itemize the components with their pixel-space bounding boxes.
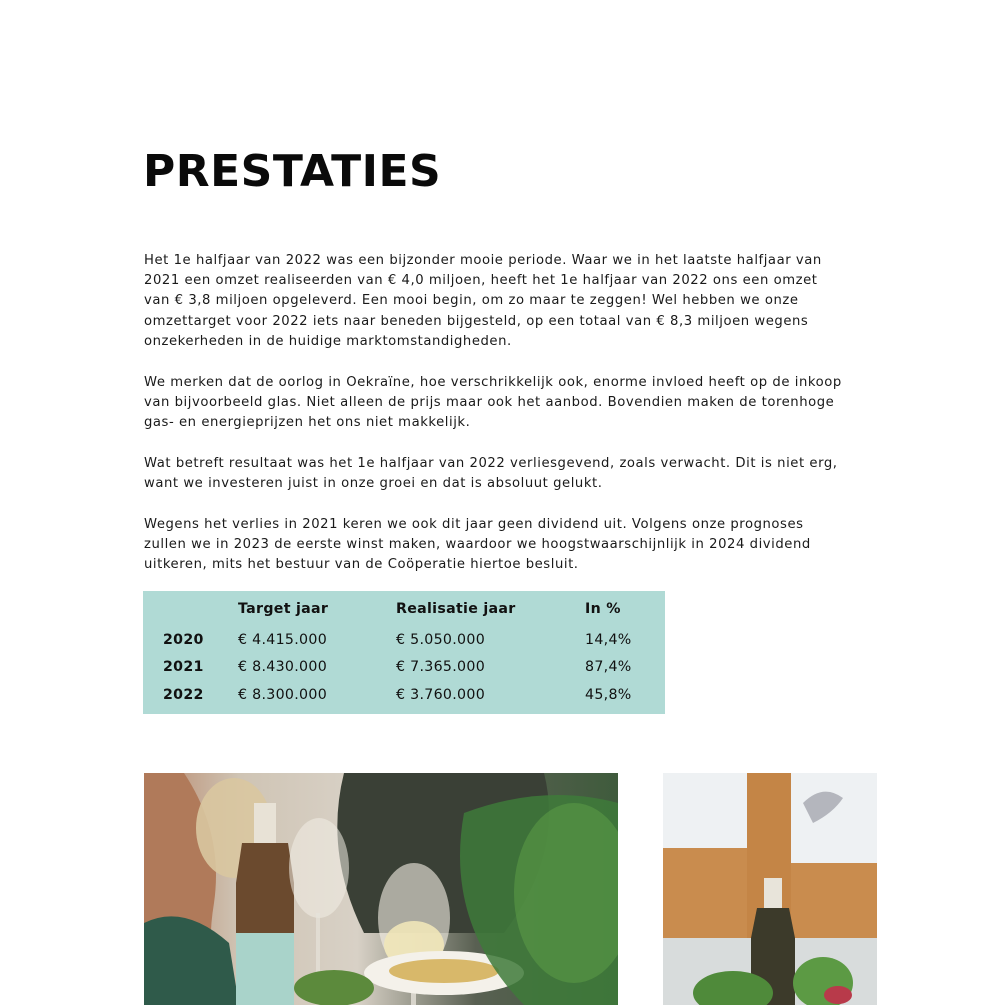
row-target: € 8.300.000: [238, 687, 328, 703]
paragraph-result: Wat betreft resultaat was het 1e halfjaar van 2022 verliesgevend, zoals verwacht. Dit is niet erg, want we investeren juist in onze groei en dat is absoluut gelukt.: [144, 455, 838, 491]
header-target: Target jaar: [238, 601, 329, 617]
performance-table: [143, 591, 665, 714]
row-year: 2020: [163, 632, 204, 648]
page-title: PRESTATIES: [143, 146, 442, 197]
paragraph-revenue: Het 1e halfjaar van 2022 was een bijzonder mooie periode. Waar we in het laatste halfjaar van 2021 een omzet realiseerden van € 4,0 miljoen, heeft het 1e halfjaar van 2022 ons een omzet van € 3,8 miljoen opgeleverd. Een mooi begin, om zo maar te zeggen! Wel hebben we onze omzettarget voor 2022 iets naar beneden bijgesteld, op een totaal van € 8,3 miljoen wegens onzekerheden in de huidige marktomstandigheden.: [144, 253, 822, 349]
row-target: € 4.415.000: [238, 632, 328, 648]
row-realisatie: € 3.760.000: [396, 687, 486, 703]
row-target: € 8.430.000: [238, 659, 328, 675]
row-realisatie: € 7.365.000: [396, 659, 486, 675]
paragraph-dividend: Wegens het verlies in 2021 keren we ook dit jaar geen dividend uit. Volgens onze prognoses zullen we in 2023 de eerste winst maken, waardoor we hoogstwaarschijnlijk in 2024 dividend uitkeren, mits het bestuur van de Coöperatie hiertoe besluit.: [144, 516, 811, 572]
row-realisatie: € 5.050.000: [396, 632, 486, 648]
paragraph-ukraine: We merken dat de oorlog in Oekraïne, hoe verschrikkelijk ook, enorme invloed heeft op de inkoop van bijvoorbeeld glas. Niet alleen de prijs maar ook het aanbod. Bovendien maken de torenhoge gas- en energieprijzen het ons niet makkelijk.: [144, 374, 842, 430]
row-year: 2021: [163, 659, 204, 675]
row-year: 2022: [163, 687, 204, 703]
row-pct: 87,4%: [585, 659, 632, 675]
row-pct: 14,4%: [585, 632, 632, 648]
header-pct: In %: [585, 601, 621, 617]
body-text: [144, 251, 844, 596]
wine-dinner-photo: [144, 773, 618, 1005]
row-pct: 45,8%: [585, 687, 632, 703]
header-realisatie: Realisatie jaar: [396, 601, 516, 617]
wine-window-photo: [663, 773, 877, 1005]
